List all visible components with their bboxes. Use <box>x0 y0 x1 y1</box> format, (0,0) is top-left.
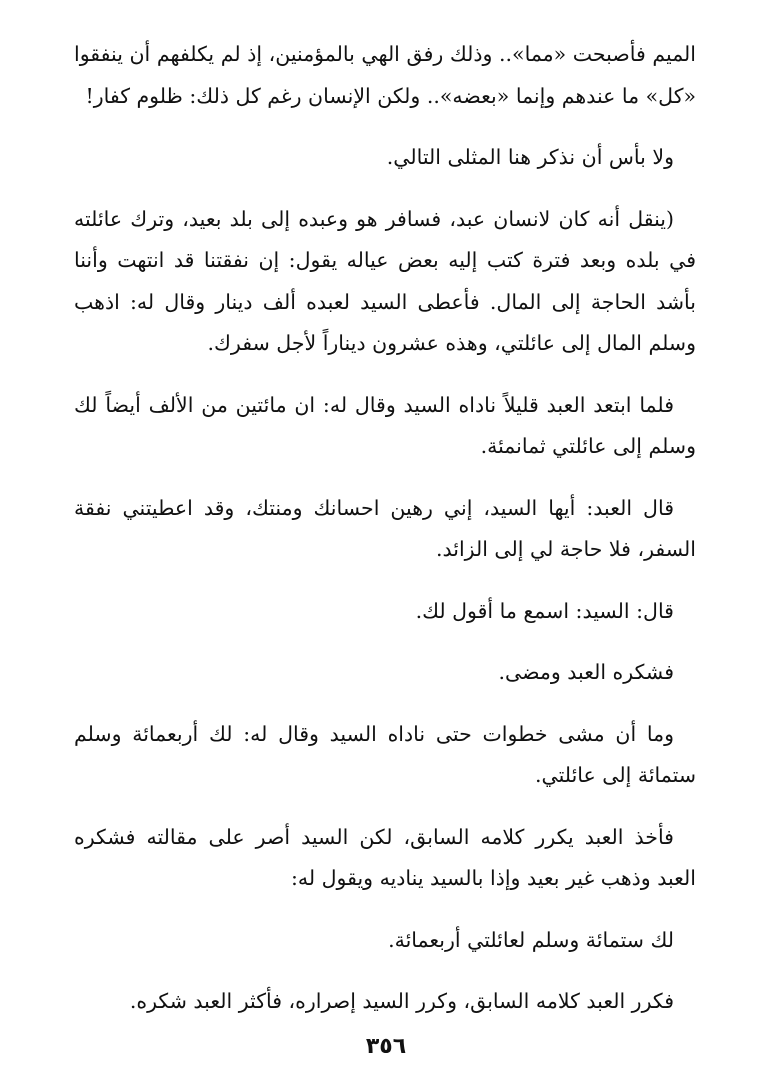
paragraph-4: فلما ابتعد العبد قليلاً ناداه السيد وقال له: ان مائتين من الألف أيضاً لك وسلم إلى عائلتي ثمانمئة. <box>74 392 696 458</box>
paragraph-11: فكرر العبد كلامه السابق، وكرر السيد إصراره، فأكثر العبد شكره. <box>129 989 674 1013</box>
paragraph-1: الميم فأصبحت «مما».. وذلك رفق الهي بالمؤمنين، إذ لم يكلفهم أن ينفقوا «كل» ما عندهم وإنما «بعضه».. ولكن الإنسان رغم كل ذلك: ظلوم كفار! <box>74 42 696 108</box>
paragraph-7: فشكره العبد ومضى. <box>498 660 674 684</box>
paragraph-10: لك ستمائة وسلم لعائلتي أربعمائة. <box>388 927 674 952</box>
paragraph-5: قال العبد: أيها السيد، إني رهين احسانك ومنتك، وقد اعطيتني نفقة السفر، فلا حاجة لي إلى الزائد. <box>74 495 696 561</box>
page-body <box>74 34 696 1043</box>
page-number: ٣٥٦ <box>365 1034 407 1059</box>
paragraph-2: ولا بأس أن نذكر هنا المثلى التالي. <box>386 145 674 169</box>
paragraph-3: (ينقل أنه كان لانسان عبد، فسافر هو وعبده إلى بلد بعيد، وترك عائلته في بلده وبعد فترة كتب إليه بعض عياله يقول: إن نفقتنا قد انتهت وأننا بأشد الحاجة إلى المال. فأعطى السيد لعبده ألف دينار وقال له: اذهب وسلم المال إلى عائلتي، وهذه عشرون ديناراً لأجل سفرك. <box>74 206 696 355</box>
paragraph-8: وما أن مشى خطوات حتى ناداه السيد وقال له: لك أربعمائة وسلم ستمائة إلى عائلتي. <box>74 721 696 787</box>
paragraph-6: قال: السيد: اسمع ما أقول لك. <box>415 598 674 623</box>
paragraph-9: فأخذ العبد يكرر كلامه السابق، لكن السيد أصر على مقالته فشكره العبد وذهب غير بعيد وإذا بالسيد يناديه ويقول له: <box>74 824 696 890</box>
